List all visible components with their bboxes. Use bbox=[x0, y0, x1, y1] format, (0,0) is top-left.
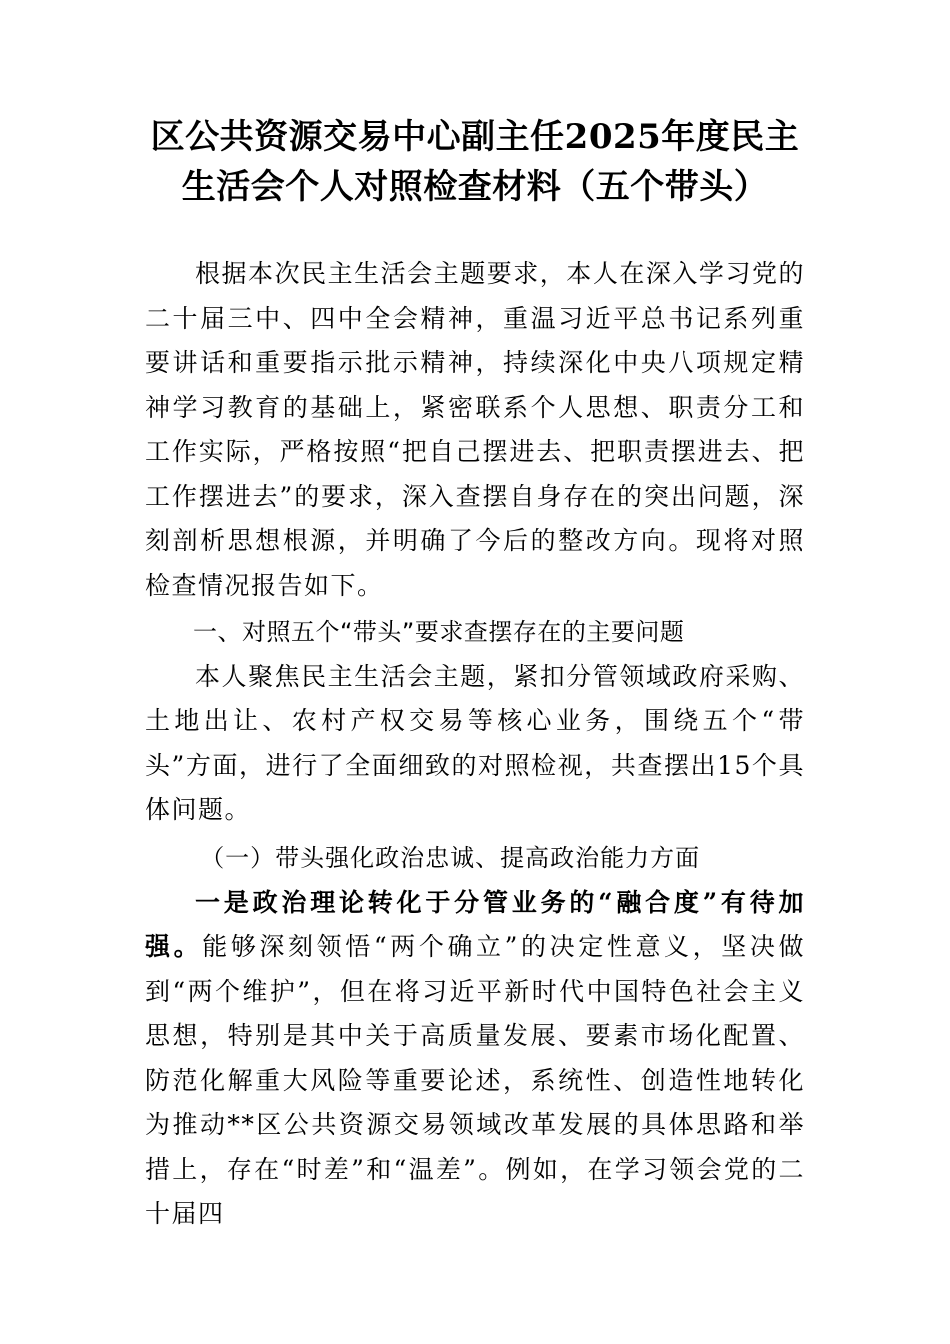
section-1-intro-paragraph: 本人聚焦民主生活会主题，紧扣分管领域政府采购、土地出让、农村产权交易等核心业务，围绕五个“带头”方面，进行了全面细致的对照检视，共查摆出15个具体问题。 bbox=[145, 661, 805, 824]
subsection-1-heading: （一）带头强化政治忠诚、提高政治能力方面 bbox=[200, 843, 701, 872]
title-line-2: 生活会个人对照检查材料（五个带头） bbox=[181, 167, 769, 207]
section-1-heading: 一、对照五个“带头”要求查摆存在的主要问题 bbox=[193, 618, 685, 646]
intro-paragraph: 根据本次民主生活会主题要求，本人在深入学习党的二十届三中、四中全会精神，重温习近平总书记系列重要讲话和重要指示批示精神，持续深化中央八项规定精神学习教育的基础上，紧密联系个人思想、职责分工和工作实际，严格按照“把自己摆进去、把职责摆进去、把工作摆进去”的要求，深入查摆自身存在的突出问题，深刻剖析思想根源，并明确了今后的整改方向。现将对照检查情况报告如下。 bbox=[145, 259, 805, 600]
document-body bbox=[145, 252, 805, 1237]
point-1-paragraph bbox=[145, 881, 805, 1237]
point-1-body: 能够深刻领悟“两个确立”的决定性意义，坚决做到“两个维护”，但在将习近平新时代中国特色社会主义思想，特别是其中关于高质量发展、要素市场化配置、防范化解重大风险等重要论述，系统性、创造性地转化为推动**区公共资源交易领域改革发展的具体思路和举措上，存在“时差”和“温差”。例如，在学习领会党的二十届四 bbox=[145, 932, 805, 1228]
point-1-lead: 一是政治理论转化于分管业务的“融合度”有待加强。 bbox=[145, 887, 805, 961]
title-line-1: 区公共资源交易中心副主任2025年度民主 bbox=[150, 117, 800, 157]
document-title bbox=[120, 112, 830, 212]
